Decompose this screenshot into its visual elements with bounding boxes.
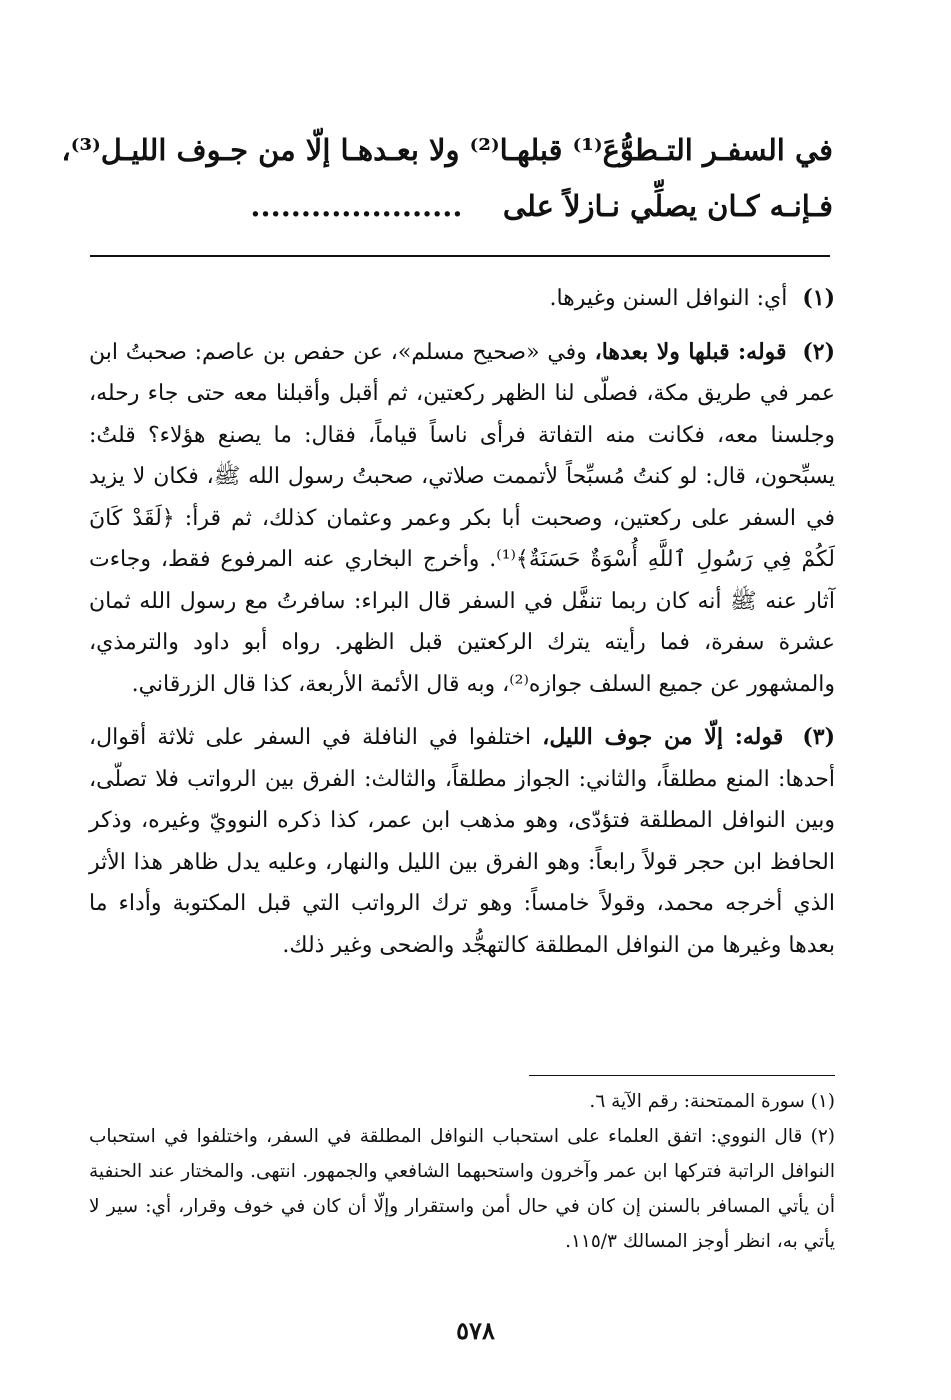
main-footnote-divider <box>90 255 830 257</box>
sub-footnote-2 <box>89 1119 835 1259</box>
sub-note-number: (٢) <box>810 1126 835 1147</box>
sub-note-text: قال النووي: اتفق العلماء على استحباب النوافل المطلقة في السفر، واختلفوا في استحباب النوافل الراتبة فتركها ابن عمر وآخرون واستحبهما الشافعي والجمهور. انتهى. والمختار عند الحنفية أن يأتي المسافر بالسنن إن كان في حال أمن واستقرار وإلّا أن كان في خوف وقرار، أي: سير لا يأتي به، انظر أوجز المسالك ١١٥/٣. <box>89 1126 835 1252</box>
page-number: ٥٧٨ <box>456 1316 495 1345</box>
sub-footnote-divider <box>529 1075 835 1076</box>
commentary-notes <box>89 278 835 978</box>
main-text-line-2-words: فـإنـه كـان يصلِّي نـازلاً على <box>502 189 833 223</box>
note-number: (٢) <box>802 338 835 365</box>
note-text: وفي «صحيح مسلم»، عن حفص بن عاصم: صحبتُ ابن عمر في طريق مكة، فصلّى لنا الظهر ركعتين، ثم أقبل وأقبلنا معه حتى جاء رحله، وجلسنا معه، فكانت منه التفاتة فرأى ناساً قياماً، فقال: ما يصنع هؤلاء؟ قلتُ: يسبِّحون، قال: لو كنتُ مُسبِّحاً لأتممت صلاتي، صحبتُ رسول الله ﷺ، فكان لا يزيد في السفر على ركعتين، وصحبت أبا بكر وعمر وعثمان كذلك، ثم قرأ: ﴿لَقَدْ كَانَ لَكُمْ فِي رَسُولِ ٱللَّهِ أُسْوَةٌ حَسَنَةٌ﴾⁽¹⁾. وأخرج البخاري عنه المرفوع فقط، وجاءت آثار عنه ﷺ أنه كان ربما تنفَّل في السفر قال البراء: سافرتُ مع رسول الله ثمان عشرة سفرة، فما رأيته يترك الركعتين قبل الظهر. رواه أبو داود والترمذي، والمشهور عن جميع السلف جوازه⁽²⁾، وبه قال الأئمة الأربعة، كذا قال الزرقاني. <box>89 339 835 697</box>
sub-note-number: (١) <box>810 1091 835 1112</box>
note-number: (١) <box>802 285 835 311</box>
main-text-line-2 <box>93 178 833 234</box>
sub-footnotes <box>89 1084 835 1259</box>
commentary-note-3 <box>89 717 835 966</box>
main-text-line-1: في السفـر التـطوُّعَ⁽¹⁾ قبلهـا⁽²⁾ ولا بعـدهـا إلّا من جـوف الليـل⁽³⁾، <box>61 133 833 167</box>
note-lead: قوله: إلّا من جوف الليل، <box>542 724 784 750</box>
commentary-note-1 <box>89 278 835 320</box>
continuation-dots: ..................... <box>250 189 463 223</box>
main-text <box>61 122 833 234</box>
commentary-note-2 <box>89 332 835 706</box>
note-text: اختلفوا في النافلة في السفر على ثلاثة أقوال، أحدها: المنع مطلقاً، والثاني: الجواز مطلقاً، والثالث: الفرق بين الرواتب فلا تصلّى، وبين النوافل المطلقة فتؤدّى، وهو مذهب ابن عمر، كذا ذكره النوويّ وغيره، وذكر الحافظ ابن حجر قولاً رابعاً: وهو الفرق بين الليل والنهار، وعليه يدل ظاهر هذا الأثر الذي أخرجه محمد، وقولاً خامساً: وهو ترك الرواتب التي قبل المكتوبة وأداء ما بعدها وغيرها من النوافل المطلقة كالتهجُّد والضحى وغير ذلك. <box>89 725 835 958</box>
sub-footnote-1 <box>89 1084 835 1119</box>
note-text: أي: النوافل السنن وغيرها. <box>549 286 788 311</box>
note-lead: قوله: قبلها ولا بعدها، <box>594 338 787 365</box>
note-number: (٣) <box>802 724 835 750</box>
sub-note-text: سورة الممتحنة: رقم الآية ٦. <box>589 1091 805 1112</box>
